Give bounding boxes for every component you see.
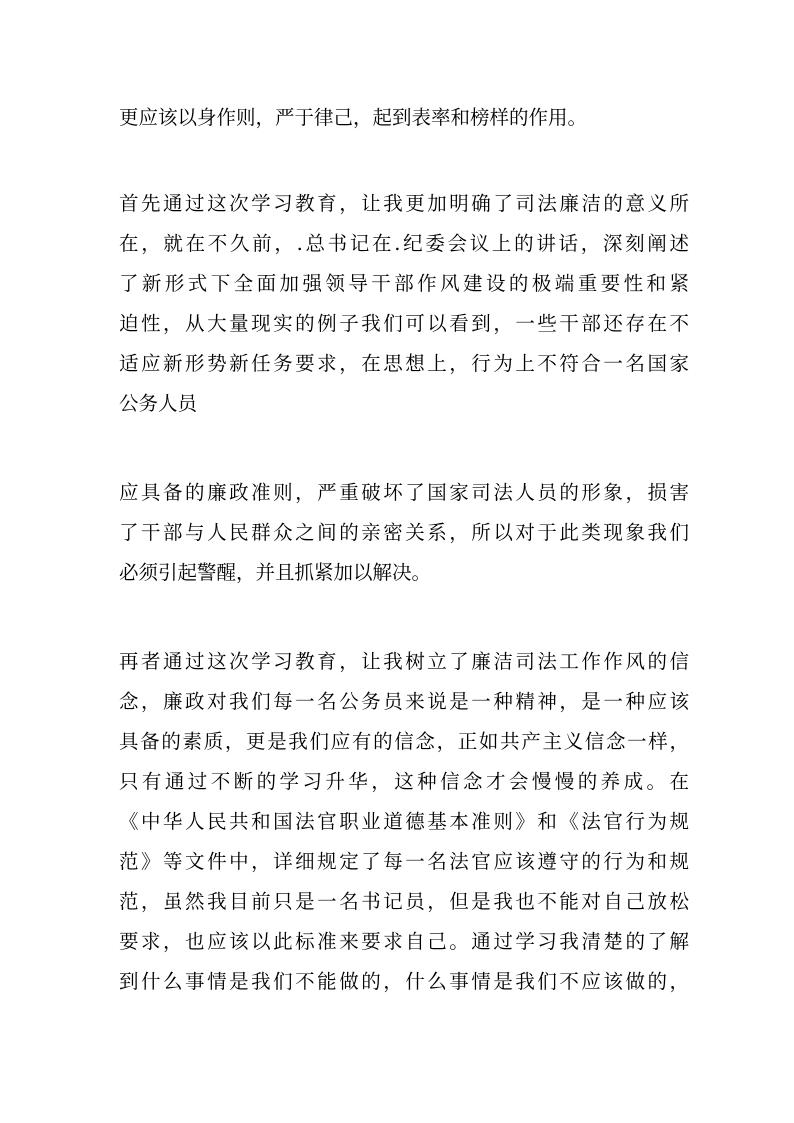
text-line: 到什么事情是我们不能做的，什么事情是我们不应该做的， <box>119 970 689 993</box>
text-line: 适应新形势新任务要求，在思想上，行为上不符合一名国家 <box>119 352 689 375</box>
text-line: 应具备的廉政准则，严重破坏了国家司法人员的形象，损害 <box>119 481 689 504</box>
text-line: 迫性，从大量现实的例子我们可以看到，一些干部还存在不 <box>119 312 689 335</box>
paragraph-4 <box>119 642 689 1002</box>
text-line: 念，廉政对我们每一名公务员来说是一种精神，是一种应该 <box>119 690 689 713</box>
paragraph-3 <box>119 473 689 593</box>
text-line: 更应该以身作则，严于律己，起到表率和榜样的作用。 <box>119 106 588 129</box>
text-line: 了新形式下全面加强领导干部作风建设的极端重要性和紧 <box>119 272 689 295</box>
text-line: 要求，也应该以此标准来要求自己。通过学习我清楚的了解 <box>119 930 689 953</box>
text-line: 必须引起警醒，并且抓紧加以解决。 <box>119 561 432 584</box>
paragraph-2 <box>119 184 689 424</box>
text-line: 在，就在不久前，.总书记在.纪委会议上的讲话，深刻阐述 <box>119 232 689 255</box>
paragraph-1 <box>119 98 689 138</box>
text-line: 再者通过这次学习教育，让我树立了廉洁司法工作作风的信 <box>119 650 689 673</box>
text-line: 公务人员 <box>119 392 198 415</box>
text-line: 了干部与人民群众之间的亲密关系，所以对于此类现象我们 <box>119 521 689 544</box>
text-line: 范，虽然我目前只是一名书记员，但是我也不能对自己放松 <box>119 890 689 913</box>
text-line: 首先通过这次学习教育，让我更加明确了司法廉洁的意义所 <box>119 192 689 215</box>
text-line: 《中华人民共和国法官职业道德基本准则》和《法官行为规 <box>119 810 689 833</box>
text-line: 只有通过不断的学习升华，这种信念才会慢慢的养成。在 <box>119 770 689 793</box>
text-line: 具备的素质，更是我们应有的信念，正如共产主义信念一样， <box>119 730 689 753</box>
text-line: 范》等文件中，详细规定了每一名法官应该遵守的行为和规 <box>119 850 689 873</box>
